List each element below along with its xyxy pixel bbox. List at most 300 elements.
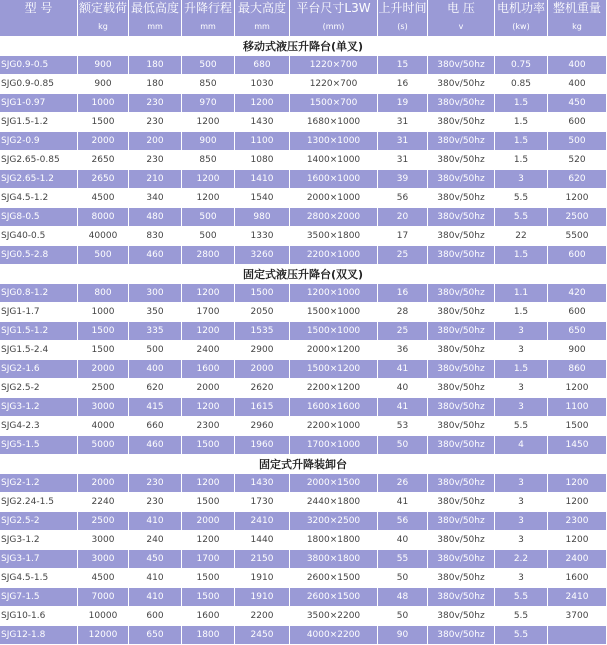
table-row [0,132,607,151]
table-cell: 380v/50hz [428,607,495,626]
table-cell: 53 [378,417,428,436]
table-cell: 300 [129,284,182,303]
table-cell: 1500×700 [290,94,378,113]
table-cell: 3000 [78,398,129,417]
model-cell: SJG8-0.5 [0,208,78,227]
table-cell: 1200 [182,322,235,341]
table-row [0,246,607,265]
column-header-label: 最低高度 [130,1,179,15]
table-cell: 1200 [548,379,607,398]
table-row [0,303,607,322]
table-cell: 5.5 [495,626,548,645]
table-cell: 1500 [182,569,235,588]
table-cell: 1200 [548,493,607,512]
table-row [0,607,607,626]
table-cell: 380v/50hz [428,588,495,607]
table-cell: 180 [129,56,182,75]
table-cell: 2450 [235,626,290,645]
table-cell: 400 [548,75,607,94]
table-cell: 50 [378,607,428,626]
table-cell: 40 [378,531,428,550]
table-cell: 2000 [78,132,129,151]
table-row [0,398,607,417]
table-cell: 3 [495,474,548,493]
table-cell: 2000 [235,360,290,379]
table-cell: 56 [378,512,428,531]
table-row [0,322,607,341]
table-row [0,417,607,436]
table-cell: 1100 [548,398,607,417]
table-cell: 900 [548,341,607,360]
table-cell: 660 [129,417,182,436]
model-cell: SJG2-0.9 [0,132,78,151]
table-cell: 2410 [235,512,290,531]
model-cell: SJG4-2.3 [0,417,78,436]
column-header-label: 升降行程 [183,1,232,15]
table-cell: 800 [78,284,129,303]
table-cell: 15 [378,56,428,75]
table-cell: 1200 [182,113,235,132]
table-cell: 1200×1000 [290,284,378,303]
table-row [0,379,607,398]
table-cell: 1.5 [495,151,548,170]
table-cell: 1500 [235,284,290,303]
table-cell: 0.85 [495,75,548,94]
table-cell: 2650 [78,151,129,170]
table-cell: 4500 [78,569,129,588]
table-cell: 20 [378,208,428,227]
table-cell: 2400 [548,550,607,569]
table-row [0,626,607,645]
table-cell: 2240 [78,493,129,512]
table-cell: 3260 [235,246,290,265]
table-cell: 12000 [78,626,129,645]
model-cell: SJG2.65-0.85 [0,151,78,170]
table-row [0,588,607,607]
table-cell: 41 [378,360,428,379]
table-row [0,436,607,455]
table-cell: 450 [548,94,607,113]
table-cell: 380v/50hz [428,227,495,246]
table-cell: 380v/50hz [428,398,495,417]
table-cell: 1400×1000 [290,151,378,170]
table-cell: 1600 [548,569,607,588]
table-cell: 3 [495,322,548,341]
section-title-row [0,265,607,284]
table-cell: 900 [78,75,129,94]
table-cell: 39 [378,170,428,189]
table-cell: 3 [495,170,548,189]
table-cell: 4500 [78,189,129,208]
table-cell: 41 [378,398,428,417]
table-cell: 1.5 [495,132,548,151]
table-cell: 1600×1000 [290,170,378,189]
table-cell: 350 [129,303,182,322]
table-row [0,75,607,94]
table-cell: 1500 [182,436,235,455]
table-cell: 230 [129,474,182,493]
table-row [0,189,607,208]
table-cell: 28 [378,303,428,322]
table-cell: 680 [235,56,290,75]
column-header-unit: (s) [397,22,408,31]
column-header [235,0,290,37]
table-cell: 1030 [235,75,290,94]
table-cell: 1430 [235,474,290,493]
table-cell: 380v/50hz [428,360,495,379]
table-cell: 1000 [78,94,129,113]
table-cell: 380v/50hz [428,626,495,645]
table-cell: 36 [378,341,428,360]
table-cell: 1600 [182,360,235,379]
column-header [495,0,548,37]
table-cell: 2000 [78,360,129,379]
table-cell: 2300 [182,417,235,436]
table-cell: 40000 [78,227,129,246]
table-cell: 500 [182,56,235,75]
table-row [0,569,607,588]
table-cell: 1680×1000 [290,113,378,132]
table-cell: 900 [182,132,235,151]
model-cell: SJG2-1.6 [0,360,78,379]
table-cell: 1730 [235,493,290,512]
table-row [0,493,607,512]
model-cell: SJG1.5-2.4 [0,341,78,360]
table-row [0,474,607,493]
table-cell: 230 [129,493,182,512]
table-cell: 4000×2200 [290,626,378,645]
table-cell: 410 [129,512,182,531]
table-cell: 1910 [235,569,290,588]
table-cell: 1440 [235,531,290,550]
column-header-unit: (kw) [512,22,530,31]
table-cell: 450 [129,550,182,569]
table-row [0,531,607,550]
table-cell: 380v/50hz [428,94,495,113]
model-cell: SJG3-1.7 [0,550,78,569]
table-cell: 2600×1500 [290,588,378,607]
table-cell: 600 [548,303,607,322]
table-row [0,56,607,75]
table-cell: 1540 [235,189,290,208]
table-cell: 31 [378,151,428,170]
table-cell: 3800×1800 [290,550,378,569]
table-cell: 200 [129,132,182,151]
column-header [182,0,235,37]
column-header-unit: mm [200,22,216,31]
table-cell: 25 [378,246,428,265]
table-cell: 56 [378,189,428,208]
table-cell: 1800×1800 [290,531,378,550]
table-cell: 2500 [548,208,607,227]
table-cell: 500 [78,246,129,265]
table-cell: 1700 [182,550,235,569]
table-cell: 1535 [235,322,290,341]
table-cell: 600 [129,607,182,626]
model-cell: SJG5-1.5 [0,436,78,455]
table-cell: 1080 [235,151,290,170]
table-cell: 380v/50hz [428,493,495,512]
column-header-unit: (mm) [322,22,345,31]
table-row [0,151,607,170]
table-row [0,284,607,303]
table-cell: 2410 [548,588,607,607]
table-cell: 1960 [235,436,290,455]
column-header-unit: v [458,22,464,31]
table-cell: 1500 [548,417,607,436]
table-cell: 1500×1000 [290,303,378,322]
table-cell: 2200×1200 [290,379,378,398]
table-row [0,94,607,113]
table-cell: 970 [182,94,235,113]
column-header-label: 型 号 [24,1,53,15]
table-cell: 2000×1200 [290,341,378,360]
model-cell: SJG1.5-1.2 [0,322,78,341]
table-cell: 2300 [548,512,607,531]
table-cell: 460 [129,246,182,265]
table-cell: 650 [129,626,182,645]
table-cell: 1200 [182,284,235,303]
table-cell: 1200 [235,94,290,113]
column-header-label: 上升时间 [378,1,427,15]
model-cell: SJG2.24-1.5 [0,493,78,512]
table-cell: 3000 [78,531,129,550]
table-cell: 2.2 [495,550,548,569]
table-cell: 400 [129,360,182,379]
table-cell [548,626,607,645]
table-cell: 7000 [78,588,129,607]
table-cell: 2600×1500 [290,569,378,588]
table-cell: 48 [378,588,428,607]
table-cell: 1000 [78,303,129,322]
table-cell: 900 [78,56,129,75]
table-cell: 1410 [235,170,290,189]
model-cell: SJG0.5-2.8 [0,246,78,265]
table-cell: 1300×1000 [290,132,378,151]
table-cell: 4 [495,436,548,455]
table-cell: 1200 [182,170,235,189]
column-header-label: 最大高度 [237,1,286,15]
table-cell: 55 [378,550,428,569]
table-cell: 1200 [548,474,607,493]
table-cell: 5000 [78,436,129,455]
table-cell: 31 [378,132,428,151]
table-cell: 2000×1500 [290,474,378,493]
table-cell: 2900 [235,341,290,360]
table-cell: 19 [378,94,428,113]
table-cell: 380v/50hz [428,56,495,75]
model-cell: SJG2.5-2 [0,379,78,398]
table-cell: 380v/50hz [428,189,495,208]
table-cell: 5500 [548,227,607,246]
table-cell: 380v/50hz [428,151,495,170]
table-cell: 1.5 [495,113,548,132]
column-header-label: 整机重量 [552,1,601,15]
model-cell: SJG0.8-1.2 [0,284,78,303]
table-cell: 210 [129,170,182,189]
table-cell: 3 [495,341,548,360]
table-cell: 2000 [182,512,235,531]
table-cell: 1600 [182,607,235,626]
table-cell: 1500 [78,113,129,132]
table-cell: 830 [129,227,182,246]
table-cell: 335 [129,322,182,341]
table-cell: 850 [182,151,235,170]
table-cell: 380v/50hz [428,322,495,341]
table-cell: 2050 [235,303,290,322]
table-cell: 380v/50hz [428,550,495,569]
table-cell: 480 [129,208,182,227]
column-header [548,0,607,37]
table-cell: 3500×2200 [290,607,378,626]
table-cell: 1200 [182,189,235,208]
table-cell: 1500×1200 [290,360,378,379]
column-header [290,0,378,37]
table-cell: 380v/50hz [428,512,495,531]
table-cell: 2650 [78,170,129,189]
table-cell: 2200×1000 [290,246,378,265]
table-cell: 2000 [78,474,129,493]
table-cell: 230 [129,151,182,170]
table-row [0,208,607,227]
table-cell: 2500 [78,379,129,398]
column-header [0,0,78,37]
table-cell: 3000 [78,550,129,569]
table-cell: 380v/50hz [428,569,495,588]
table-header-row [0,0,607,37]
table-cell: 380v/50hz [428,246,495,265]
table-cell: 3200×2500 [290,512,378,531]
table-cell: 1700 [182,303,235,322]
table-cell: 1200 [548,531,607,550]
table-cell: 4000 [78,417,129,436]
column-header [129,0,182,37]
table-cell: 3700 [548,607,607,626]
model-cell: SJG40-0.5 [0,227,78,246]
table-cell: 520 [548,151,607,170]
table-cell: 26 [378,474,428,493]
column-header-unit: kg [98,22,108,31]
table-cell: 0.75 [495,56,548,75]
table-cell: 340 [129,189,182,208]
table-cell: 50 [378,569,428,588]
table-cell: 1500×1000 [290,322,378,341]
table-cell: 460 [129,436,182,455]
table-cell: 1220×700 [290,56,378,75]
table-cell: 5.5 [495,588,548,607]
table-cell: 1500 [182,493,235,512]
table-cell: 1200 [548,189,607,208]
table-cell: 1450 [548,436,607,455]
model-cell: SJG0.9-0.85 [0,75,78,94]
section-title-row [0,455,607,474]
table-cell: 380v/50hz [428,531,495,550]
table-cell: 1220×700 [290,75,378,94]
table-cell: 380v/50hz [428,417,495,436]
table-cell: 3 [495,493,548,512]
table-cell: 1615 [235,398,290,417]
table-cell: 1.5 [495,360,548,379]
table-cell: 2620 [235,379,290,398]
table-cell: 2400 [182,341,235,360]
table-cell: 5.5 [495,208,548,227]
column-header [428,0,495,37]
table-cell: 5.5 [495,417,548,436]
table-row [0,113,607,132]
model-cell: SJG1.5-1.2 [0,113,78,132]
column-header-unit: kg [572,22,582,31]
table-cell: 31 [378,113,428,132]
model-cell: SJG2-1.2 [0,474,78,493]
table-cell: 1600×1600 [290,398,378,417]
column-header-unit: mm [147,22,163,31]
table-cell: 410 [129,588,182,607]
model-cell: SJG2.5-2 [0,512,78,531]
model-cell: SJG2.65-1.2 [0,170,78,189]
table-cell: 1100 [235,132,290,151]
table-cell: 5.5 [495,189,548,208]
table-cell: 380v/50hz [428,75,495,94]
table-cell: 1200 [182,531,235,550]
table-cell: 410 [129,569,182,588]
table-row [0,360,607,379]
table-cell: 2800 [182,246,235,265]
table-cell: 2000 [182,379,235,398]
table-cell: 600 [548,246,607,265]
table-cell: 400 [548,56,607,75]
table-cell: 1.5 [495,246,548,265]
model-cell: SJG3-1.2 [0,398,78,417]
table-cell: 1.5 [495,303,548,322]
table-row [0,341,607,360]
table-cell: 600 [548,113,607,132]
table-cell: 1500 [182,588,235,607]
model-cell: SJG7-1.5 [0,588,78,607]
table-cell: 41 [378,493,428,512]
table-cell: 2960 [235,417,290,436]
table-cell: 40 [378,379,428,398]
table-cell: 1200 [182,398,235,417]
table-cell: 2500 [78,512,129,531]
table-cell: 1.5 [495,94,548,113]
table-row [0,550,607,569]
table-cell: 380v/50hz [428,341,495,360]
table-cell: 3 [495,379,548,398]
table-cell: 415 [129,398,182,417]
table-cell: 2200×1000 [290,417,378,436]
table-cell: 3 [495,569,548,588]
table-cell: 3500×1800 [290,227,378,246]
table-cell: 1.1 [495,284,548,303]
model-cell: SJG12-1.8 [0,626,78,645]
table-cell: 380v/50hz [428,132,495,151]
table-cell: 860 [548,360,607,379]
table-cell: 1500 [78,341,129,360]
table-cell: 2150 [235,550,290,569]
table-cell: 2000×1000 [290,189,378,208]
column-header-label: 平台尺寸L3W [296,1,371,15]
column-header-unit: mm [254,22,270,31]
table-cell: 380v/50hz [428,170,495,189]
table-row [0,512,607,531]
table-cell: 380v/50hz [428,208,495,227]
table-cell: 3 [495,512,548,531]
table-cell: 180 [129,75,182,94]
table-row [0,170,607,189]
table-cell: 1330 [235,227,290,246]
table-cell: 380v/50hz [428,379,495,398]
model-cell: SJG4.5-1.5 [0,569,78,588]
